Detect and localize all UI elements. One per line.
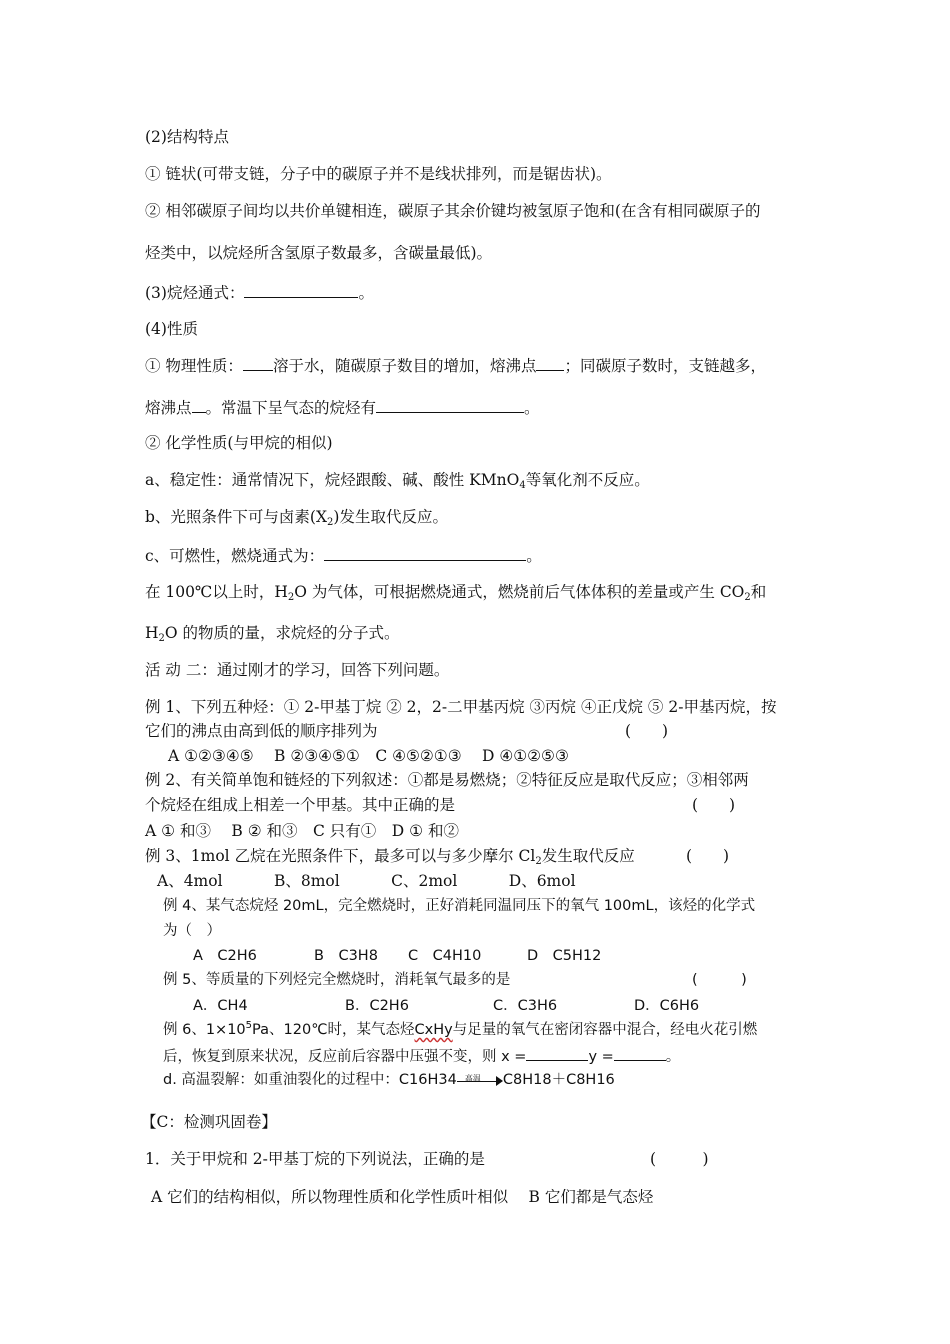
example-4-option-d: D C5H12 <box>527 948 602 964</box>
example-4-line-1: 例 4、某气态烷烃 20mL，完全燃烧时，正好消耗同温同压下的氧气 100mL，该烃的化学式 <box>163 898 756 914</box>
hydrocarbon-formula: CxHy <box>414 1022 453 1038</box>
answer-blank[interactable] <box>244 282 358 298</box>
note-line-2: $H_2O$ 的物质的量，求烷烃的分子式。 <box>145 624 400 644</box>
example-2-line-2: 个烷烃在组成上相差一个甲基。其中正确的是 <box>145 796 456 814</box>
example-1-line-1: 例 1、下列五种烃：① 2-甲基丁烷 ② 2，2-二甲基丙烷 ③丙烷 ④正戊烷 ⑤ 2-甲基丙烷，按 <box>145 698 777 716</box>
example-1-answer-paren[interactable]: ( ) <box>625 722 669 740</box>
example-6-line-2: 后，恢复到原来状况，反应前后容器中压强不变，则 x = y = 。 <box>163 1045 680 1067</box>
example-2-options: A ① 和③ B ② 和③ C 只有① D ① 和② <box>145 822 459 840</box>
chemical-property-a: a、稳定性：通常情况下，烷烃跟酸、碱、酸性 KMnO$_4$等氧化剂不反应。 <box>145 471 650 491</box>
answer-blank[interactable] <box>376 397 524 413</box>
example-5-option-a: A．CH4 <box>193 998 248 1014</box>
example-3-line: 例 3、1mol 乙烷在光照条件下，最多可以与多少摩尔 $Cl_2$发生取代反应 <box>145 847 635 867</box>
example-4-option-a: A C2H6 <box>193 948 257 964</box>
question-1-line: 1．关于甲烷和 2-甲基丁烷的下列说法，正确的是 <box>145 1150 485 1168</box>
example-2-line-1: 例 2、有关简单饱和链烃的下列叙述：①都是易燃烧；②特征反应是取代反应；③相邻两 <box>145 771 749 789</box>
example-1-line-2: 它们的沸点由高到低的顺序排列为 <box>145 722 378 740</box>
question-1-options: A 它们的结构相似，所以物理性质和化学性质叶相似 B 它们都是气态烃 <box>151 1188 654 1206</box>
example-5-answer-paren[interactable]: ( ) <box>692 972 747 988</box>
example-3-answer-paren[interactable]: ( ) <box>686 847 730 865</box>
example-6-line-1: 例 6、$1\times 10^5Pa$、120℃时，某气态烃CxHy与足量的氧气在密闭容器中混合，经电火花引燃 <box>163 1020 758 1038</box>
example-3-options: A、4mol B、8mol C、2mol D、6mol <box>157 872 576 890</box>
structure-item-2-line-2: 烃类中，以烷烃所含氢原子数最多，含碳量最低)。 <box>145 244 493 262</box>
chemical-property-title: ② 化学性质(与甲烷的相似) <box>145 434 333 452</box>
example-4-option-b: B C3H8 <box>314 948 378 964</box>
example-4-option-c: C C4H10 <box>408 948 482 964</box>
answer-blank[interactable] <box>243 355 273 371</box>
answer-blank-y[interactable] <box>614 1045 666 1061</box>
answer-blank[interactable] <box>324 545 526 561</box>
answer-blank-x[interactable] <box>526 1045 588 1061</box>
cracking-line: d. 高温裂解：如重油裂化的过程中：C16H34 高温 C8H18＋C8H16 <box>163 1072 615 1088</box>
physical-property-line-2: 熔沸点 。常温下呈气态的烷烃有 。 <box>145 399 540 417</box>
example-5-line: 例 5、等质量的下列烃完全燃烧时，消耗氧气最多的是 <box>163 972 511 988</box>
example-5-option-b: B．C2H6 <box>345 998 409 1014</box>
section-4-title: (4)性质 <box>145 320 198 338</box>
question-1-answer-paren[interactable]: ( ) <box>650 1150 709 1168</box>
structure-item-2-line-1: ② 相邻碳原子间均以共价单键相连，碳原子其余价键均被氢原子饱和(在含有相同碳原子的 <box>145 202 761 220</box>
physical-property-line-1: ① 物理性质： 溶于水，随碳原子数目的增加，熔沸点 ；同碳原子数时，支链越多， <box>145 357 766 375</box>
general-formula-line: (3)烷烃通式： 。 <box>145 284 374 302</box>
section-c-heading: 【C：检测巩固卷】 <box>141 1113 277 1131</box>
answer-blank[interactable] <box>192 397 206 413</box>
note-line-1: 在 100℃以上时，$H_2O$ 为气体，可根据燃烧通式，燃烧前后气体体积的差量或产生 $CO_2$和 <box>145 583 767 603</box>
structure-item-1: ① 链状(可带支链，分子中的碳原子并不是线状排列，而是锯齿状)。 <box>145 165 612 183</box>
chemical-property-c: c、可燃性，燃烧通式为： 。 <box>145 547 542 565</box>
example-1-options: A ①②③④⑤ B ②③④⑤① C ④⑤②①③ D ④①②⑤③ <box>168 747 569 765</box>
chemical-property-b: b、光照条件下可与卤素$(X_2)$发生取代反应。 <box>145 508 448 528</box>
reaction-arrow-icon: 高温 <box>457 1073 503 1087</box>
example-4-line-2: 为（ ） <box>163 923 221 939</box>
activity-2-heading: 活 动 二：通过刚才的学习，回答下列问题。 <box>145 661 450 679</box>
example-2-answer-paren[interactable]: ( ) <box>692 796 736 814</box>
answer-blank[interactable] <box>536 355 564 371</box>
section-2-title: (2)结构特点 <box>145 128 229 146</box>
example-5-option-c: C．C3H6 <box>493 998 558 1014</box>
example-5-option-d: D．C6H6 <box>634 998 700 1014</box>
